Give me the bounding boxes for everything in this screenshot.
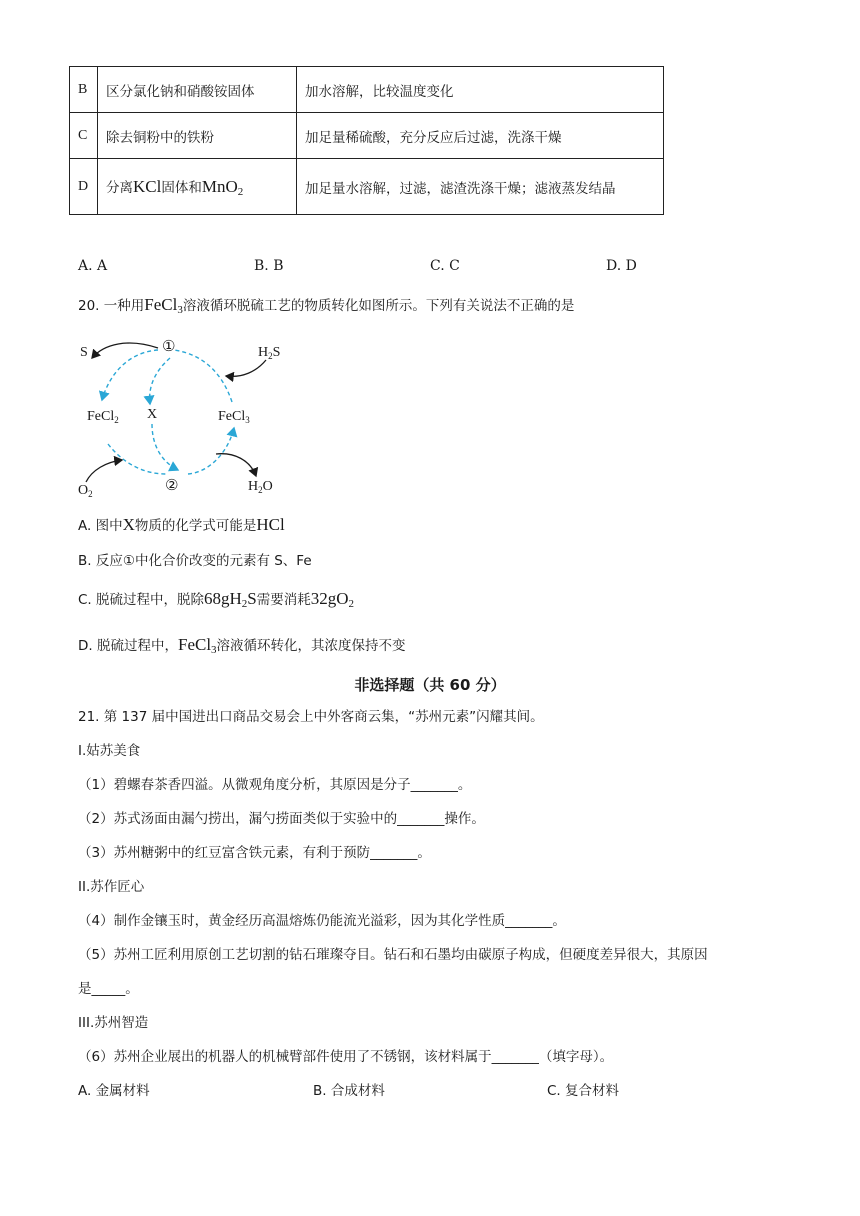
section-title: 非选择题（共 60 分） [354,676,506,694]
q21-part1: I.姑苏美食 [78,743,141,759]
row-method: 加水溶解，比较温度变化 [297,67,664,113]
label-x: X [147,407,158,422]
q21-choice-c: C. 复合材料 [547,1083,620,1099]
arrow-fecl2-to-bottom [108,444,166,474]
q20-option-d: D. 脱硫过程中，FeCl$_3$溶液循环转化，其浓度保持不变 [78,635,406,656]
q21-sub1: （1）碧螺春茶香四溢。从微观角度分析，其原因是分子_______。 [78,777,472,793]
q20-stem: 20. 一种用FeCl$_3$溶液循环脱硫工艺的物质转化如图所示。下列有关说法不正确的是 [78,295,575,316]
q21-stem: 21. 第 137 届中国进出口商品交易会上中外客商云集，“苏州元素”闪耀其间。 [78,709,544,725]
row-key: D [70,159,98,215]
formula: FeCl$_3$ [144,295,183,316]
text: 固体和 [161,180,202,196]
row-purpose: 除去铜粉中的铁粉 [98,113,297,159]
options-table [69,66,664,215]
arrow-to-s [92,343,158,358]
q21-part3: III.苏州智造 [78,1015,149,1031]
label-o2: $O_2$ [78,483,93,499]
row-purpose: 区分氯化钠和硝酸铵固体 [98,67,297,113]
table-row [70,159,664,215]
choice-a: A. A [78,258,108,274]
row-key: C [70,113,98,159]
formula: KCl [133,177,162,196]
q21-sub5: （5）苏州工匠利用原创工艺切割的钻石璀璨夺目。钻石和石墨均由碳原子构成，但硬度差异很大，其原因 [78,947,708,963]
q21-part2: II.苏作匠心 [78,879,145,895]
row-purpose [98,159,297,215]
row-method: 加足量水溶解，过滤，滤渣洗涤干燥；滤液蒸发结晶 [297,159,664,215]
formula: MnO$_2$ [201,177,244,198]
label-step-2: ② [165,476,179,494]
row-method: 加足量稀硫酸，充分反应后过滤，洗涤干燥 [297,113,664,159]
q21-sub2: （2）苏式汤面由漏勺捞出，漏勺捞面类似于实验中的_______操作。 [78,811,485,827]
choice-c: C. C [430,258,460,274]
q21-choice-a: A. 金属材料 [78,1083,150,1099]
arrow-from-o2 [86,460,122,482]
arrow-to-x [150,358,170,404]
arrow-fecl3-to-fecl2-top [102,350,158,400]
arrow-x-to-bottom [152,424,178,470]
arrow-to-h2o [216,454,256,476]
label-h2o: $H_2O$ [248,479,273,495]
q20-option-b: B. 反应①中化合价改变的元素有 S、Fe [78,553,312,569]
choice-d: D. D [606,258,637,274]
table-row [70,113,664,159]
label-fecl2: FeCl$_2$ [87,409,119,425]
q20-option-a: A. 图中X物质的化学式可能是HCl [78,515,285,534]
label-s: S [80,345,88,360]
arrow-bottom-to-fecl3 [188,428,234,474]
choice-b: B. B [254,258,284,274]
row-key: B [70,67,98,113]
q21-sub5-cont: 是_____。 [78,981,139,997]
q21-sub4: （4）制作金镶玉时，黄金经历高温熔炼仍能流光溢彩，因为其化学性质_______。 [78,913,566,929]
q21-sub3: （3）苏州糖粥中的红豆富含铁元素，有利于预防_______。 [78,845,431,861]
q21-choice-b: B. 合成材料 [313,1083,385,1099]
text: 分离 [106,180,133,196]
label-h2s: $H_2S$ [258,345,281,361]
arrow-fecl3-top [174,350,232,402]
table-row [70,67,664,113]
label-step-1: ① [162,337,176,355]
arrow-from-h2s [226,360,266,376]
label-fecl3: FeCl$_3$ [218,409,250,425]
cycle-diagram [70,332,290,504]
q21-sub6: （6）苏州企业展出的机器人的机械臂部件使用了不锈钢，该材料属于_______（填字母）。 [78,1049,614,1065]
q20-option-c: C. 脱硫过程中，脱除$68gH_2S$需要消耗$32gO_2$ [78,589,355,610]
